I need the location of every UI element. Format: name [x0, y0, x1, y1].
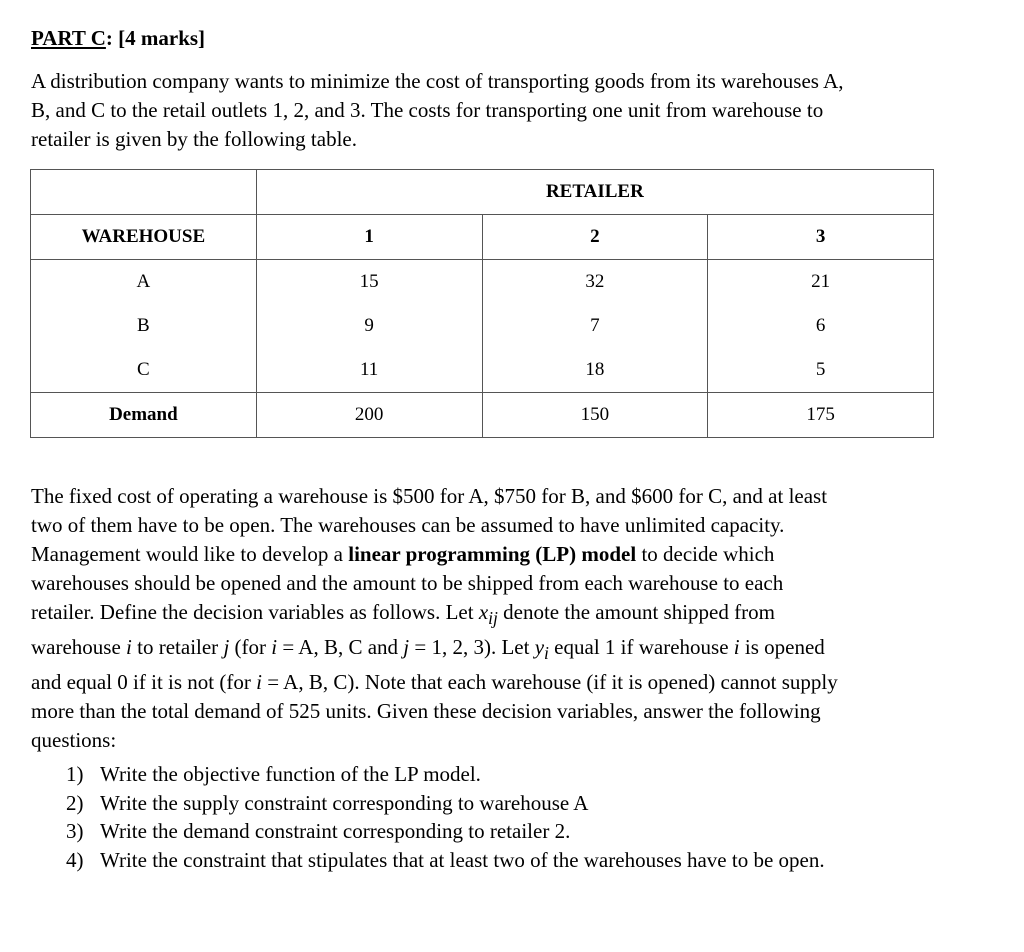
text-span: = 1, 2, 3). Let	[409, 635, 535, 660]
intro-line: B, and C to the retail outlets 1, 2, and 3. The costs for transporting one unit from warehouse to	[31, 98, 824, 122]
cost-cell: 21	[708, 260, 934, 305]
column-header: 1	[256, 215, 482, 260]
list-item	[66, 817, 825, 846]
demand-row	[31, 393, 934, 438]
cost-cell: 5	[708, 348, 934, 393]
column-header: 2	[482, 215, 708, 260]
list-item	[66, 789, 825, 818]
problem-description	[31, 482, 991, 755]
list-item	[66, 760, 825, 789]
lp-model-emphasis: linear programming (LP) model	[348, 542, 637, 566]
intro-line: A distribution company wants to minimize the cost of transporting goods from its warehouses A,	[31, 69, 844, 93]
text-span: warehouse	[31, 635, 127, 660]
subscript-i: i	[544, 643, 549, 664]
question-number: 2)	[66, 790, 84, 815]
body-line: more than the total demand of 525 units. Given these decision variables, answer the following	[31, 699, 821, 724]
cost-cell: 11	[256, 348, 482, 393]
text-span: equal 1 if warehouse	[548, 635, 734, 660]
text-span: (for	[229, 635, 272, 660]
cost-cell: 15	[256, 260, 482, 305]
demand-cell: 200	[256, 393, 482, 438]
table-row	[31, 348, 934, 393]
text-span: to retailer	[131, 635, 224, 660]
variable-i: i	[126, 635, 132, 660]
cost-cell: 32	[482, 260, 708, 305]
variable-i: i	[256, 670, 262, 695]
text-span: denote the amount shipped from	[497, 600, 775, 624]
empty-corner-cell	[31, 170, 257, 215]
warehouse-header: WAREHOUSE	[31, 215, 257, 260]
question-text: Write the supply constraint corresponding to warehouse A	[100, 790, 589, 815]
question-number: 1)	[66, 762, 84, 786]
body-line	[31, 633, 991, 668]
column-header: 3	[708, 215, 934, 260]
variable-x: x	[478, 600, 489, 624]
cost-cell: 7	[482, 304, 708, 348]
demand-cell: 150	[482, 393, 708, 438]
list-item	[66, 846, 825, 875]
retailer-header: RETAILER	[256, 170, 933, 215]
body-line	[31, 668, 991, 697]
question-number: 3)	[66, 819, 84, 843]
table-group-header-row	[31, 170, 934, 215]
body-line	[31, 598, 991, 633]
row-label: B	[31, 304, 257, 348]
text-span: = A, B, C). Note that each warehouse (if it is opened) cannot supply	[261, 670, 838, 695]
row-label: A	[31, 260, 257, 305]
body-line: two of them have to be open. The warehouses can be assumed to have unlimited capacity.	[31, 513, 785, 537]
cost-cell: 6	[708, 304, 934, 348]
text-span: retailer. Define the decision variables as follows. Let	[31, 600, 479, 624]
question-text: Write the demand constraint corresponding to retailer 2.	[100, 819, 571, 843]
body-line: questions:	[31, 728, 117, 753]
body-line: warehouses should be opened and the amount to be shipped from each warehouse to each	[31, 571, 784, 595]
table-column-header-row	[31, 215, 934, 260]
text-span: Management would like to develop a	[31, 542, 349, 566]
text-span: = A, B, C and	[277, 635, 404, 660]
question-list	[66, 760, 825, 874]
table-row	[31, 304, 934, 348]
cost-table	[30, 169, 934, 438]
variable-j: j	[223, 635, 230, 660]
variable-i: i	[271, 635, 278, 660]
subscript-ij: ij	[488, 608, 498, 629]
section-heading	[31, 24, 205, 52]
variable-y: y	[534, 635, 545, 660]
marks-label: : [4 marks]	[105, 26, 206, 50]
variable-i: i	[733, 635, 740, 660]
text-span: and equal 0 if it is not (for	[31, 670, 257, 695]
demand-label: Demand	[31, 393, 257, 438]
demand-cell: 175	[708, 393, 934, 438]
part-label: PART C	[31, 26, 106, 50]
variable-j: j	[403, 635, 410, 660]
cost-cell: 9	[256, 304, 482, 348]
text-span: is opened	[739, 635, 825, 660]
question-number: 4)	[66, 847, 84, 872]
text-span: to decide which	[636, 542, 775, 566]
body-line	[31, 540, 991, 569]
question-text: Write the constraint that stipulates that at least two of the warehouses have to be open.	[100, 847, 825, 872]
row-label: C	[31, 348, 257, 393]
cost-cell: 18	[482, 348, 708, 393]
intro-line: retailer is given by the following table.	[31, 127, 357, 151]
table-row	[31, 260, 934, 305]
intro-paragraph	[31, 67, 971, 154]
question-text: Write the objective function of the LP model.	[100, 762, 481, 786]
body-line: The fixed cost of operating a warehouse is $500 for A, $750 for B, and $600 for C, and at least	[31, 484, 828, 508]
